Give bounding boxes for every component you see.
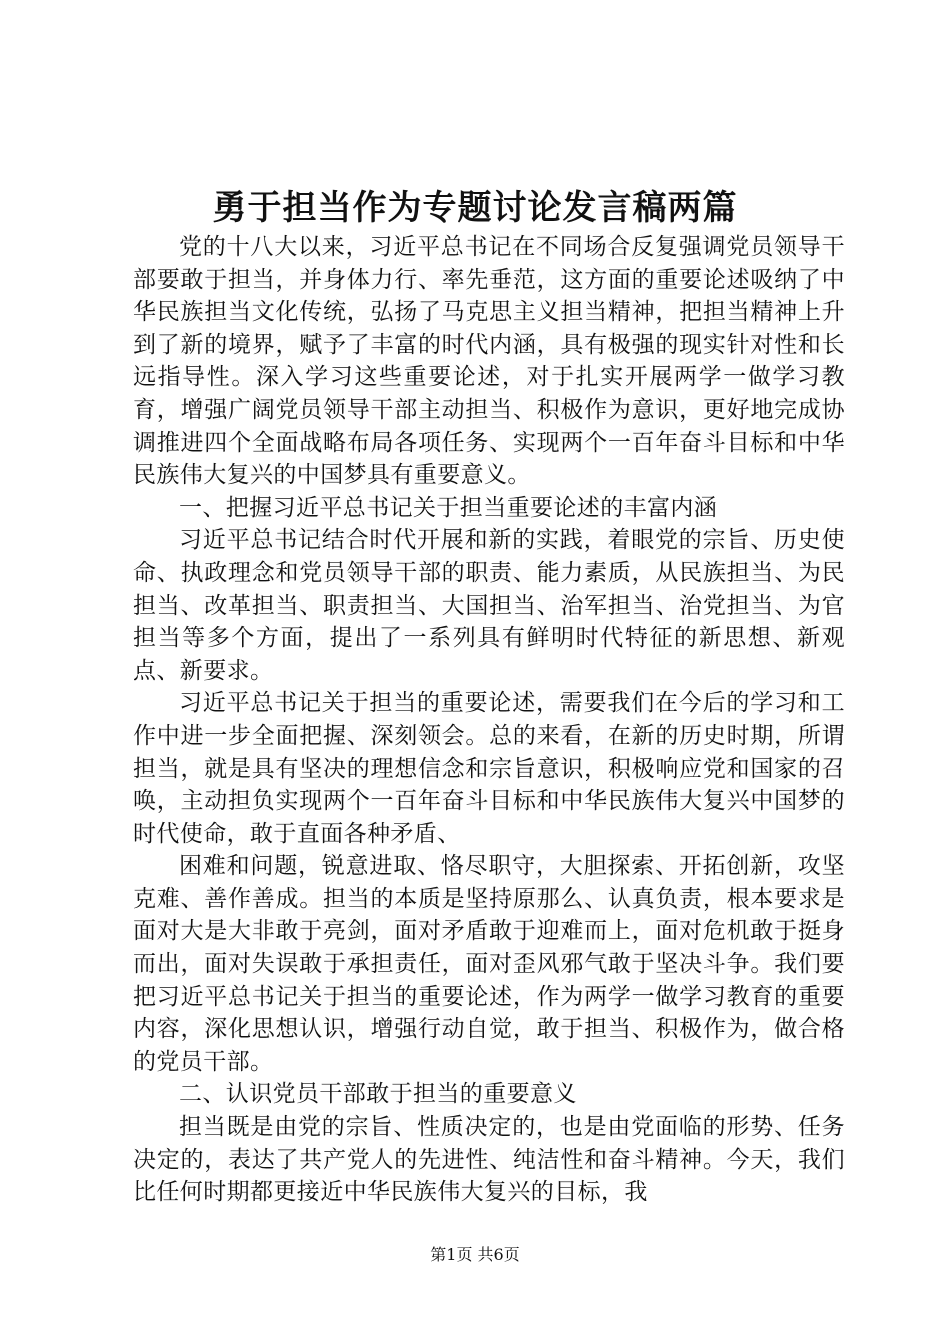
document-body bbox=[133, 231, 845, 1209]
document-title: 勇于担当作为专题讨论发言稿两篇 bbox=[212, 188, 738, 228]
body-paragraph: 困难和问题，锐意进取、恪尽职守，大胆探索、开拓创新，攻坚克难、善作善成。担当的本质是坚持原那么、认真负责，根本要求是面对大是大非敢于亮剑，面对矛盾敢于迎难而上，面对危机敢于挺身而出，面对失误敢于承担责任，面对歪风邪气敢于坚决斗争。我们要把习近平总书记关于担当的重要论述，作为两学一做学习教育的重要内容，深化思想认识，增强行动自觉，敢于担当、积极作为，做合格的党员干部。 bbox=[133, 853, 845, 1075]
section-heading: 二、认识党员干部敢于担当的重要意义 bbox=[179, 1081, 577, 1108]
body-paragraph: 党的十八大以来，习近平总书记在不同场合反复强调党员领导干部要敢于担当，并身体力行、率先垂范，这方面的重要论述吸纳了中华民族担当文化传统，弘扬了马克思主义担当精神，把担当精神上升到了新的境界，赋予了丰富的时代内涵，具有极强的现实针对性和长远指导性。深入学习这些重要论述，对于扎实开展两学一做学习教育，增强广阔党员领导干部主动担当、积极作为意识，更好地完成协调推进四个全面战略布局各项任务、实现两个一百年奋斗目标和中华民族伟大复兴的中国梦具有重要意义。 bbox=[133, 234, 845, 489]
section-heading: 一、把握习近平总书记关于担当重要论述的丰富内涵 bbox=[179, 494, 718, 521]
body-paragraph: 习近平总书记结合时代开展和新的实践，着眼党的宗旨、历史使命、执政理念和党员领导干部的职责、能力素质，从民族担当、为民担当、改革担当、职责担当、大国担当、治军担当、治党担当、为官担当等多个方面，提出了一系列具有鲜明时代特征的新思想、新观点、新要求。 bbox=[133, 527, 845, 684]
page-footer: 第1页 共6页 bbox=[430, 1245, 520, 1264]
body-paragraph: 习近平总书记关于担当的重要论述，需要我们在今后的学习和工作中进一步全面把握、深刻领会。总的来看，在新的历史时期，所谓担当，就是具有坚决的理想信念和宗旨意识，积极响应党和国家的召唤，主动担负实现两个一百年奋斗目标和中华民族伟大复兴中国梦的时代使命，敢于直面各种矛盾、 bbox=[133, 690, 845, 847]
body-paragraph: 担当既是由党的宗旨、性质决定的，也是由党面临的形势、任务决定的，表达了共产党人的先进性、纯洁性和奋斗精神。今天，我们比任何时期都更接近中华民族伟大复兴的目标，我 bbox=[133, 1114, 845, 1206]
